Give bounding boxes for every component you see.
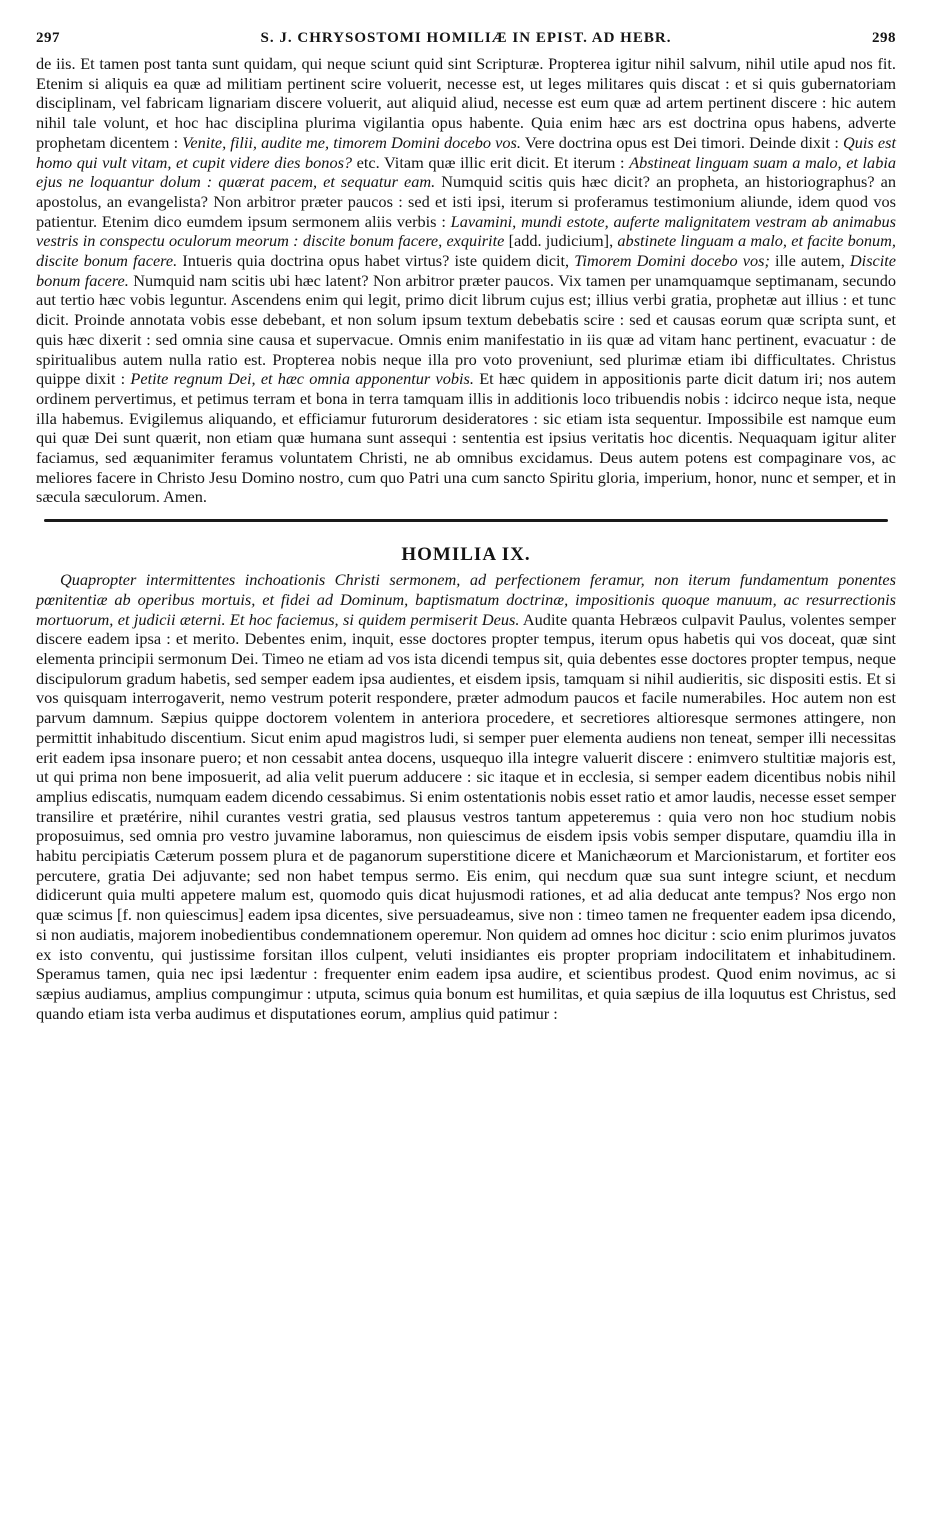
running-title: S. J. CHRYSOSTOMI HOMILIÆ IN EPIST. AD HEBR. [260,30,672,46]
text-run: ille autem, [775,251,845,271]
section-divider [36,519,896,522]
paragraph [36,54,896,507]
paragraph [36,570,896,1023]
page-number-left: 297 [36,30,60,46]
text-run: Numquid nam scitis ubi hæc latent? Non arbitror præter paucos. Vix tamen per unamquamque septimanam, secundo aut tertio hæc vobis leguntur. Ascendens enim qui legit, primo dicit librum cujus est; illius verbi gratia, prophetæ aut illius : et tunc dicit. Proinde annotata vobis esse debebant, et non solum ipsum textum debebatis scire : sed et causas eorum quæ scripta sunt, et quis hæc dixerit : sed omnia sine causa et supervacue. Omnis enim manifestatio in iis quæ ad vitam hanc pertinent, evacuatur : de spiritualibus autem nulla ratio est. Propterea nobis neque illa pro voto proveniunt, sed plurimæ etiam ibi difficultates. Christus quippe dixit : [36,270,896,389]
text-run: Intueris quia doctrina opus habet virtus? iste quidem dicit, [182,251,570,271]
scripture-quote: abstinete linguam a malo, et facite bonum, discite bonum facere. [36,231,896,271]
scripture-quote: Quis est homo qui vult vitam, et cupit videre dies bonos? [36,132,896,172]
text-run: Vere doctrina opus est Dei timori. Deinde dixit : [524,132,839,152]
homily-ix-text [36,570,896,1023]
homily-heading: HOMILIA IX. [401,544,531,566]
scripture-quote: Abstineat linguam suam a malo, et labia ejus ne loquantur dolum : quærat pacem, et sequatur eam. [36,152,897,192]
homily-viii-conclusion [36,54,896,507]
text-run: Numquid scitis quis hæc dicit? an propheta, an historiographus? an apostolus, an evangelista? Non arbitror præter paucos : sed et isti ipsi, iterum si proferamus testimonium aliunde, idem quod vos patientur. Etenim dico eumdem ipsum sermonem aliis verbis : [36,172,897,231]
text-run: Et hæc quidem in appositionis parte dicit datum iri; nos autem ordinem pervertimus, et petimus terram et bona in terra tamquam illis in additionis loco tribuendis nobis : idcirco neque ista, neque illa habemus. Evigilemus aliquando, et efficiamur futurorum desideratores : sic etiam ista sequentur. Impossibile est namque eum qui quæ Dei sunt quærit, non etiam quæ humana sunt assequi : sententia est ipsius veritatis hoc dicentis. Nequaquam igitur aliter faciamus, sed æquanimiter feramus voluntatem Christi, ne ab omnibus excidamus. Deus autem potens est compaginare vos, ac meliores facere in Christo Jesu Domino nostro, cum quo Patri una cum sancto Spiritu gloria, imperium, honor, nunc et semper, et in sæcula sæculorum. Amen. [36,369,897,507]
page [36,30,896,1023]
running-head [36,30,896,52]
text-run: de iis. Et tamen post tanta sunt quidam, qui neque sciunt quid sint Scripturæ. Propterea igitur nihil salvum, nihil utile apud nos fit. Etenim si aliquis ea quæ ad militiam pertinent scire voluerit, necesse est, ut leges militares quis discat : et si quis gubernatoriam disciplinam, vel fabricam lignariam discere voluerit, aut aliquid aliud, necesse est eum quæ ad artem pertinent discere : hic autem nihil tale volunt, et hoc hac disciplina plurima vigilantia opus habente. Quia enim hæc ars est doctrina opus habens, adverte prophetam dicentem : [36,54,896,152]
scripture-quote: Lavamini, mundi estote, auferte malignitatem vestram ab animabus vestris in conspectu oculorum meorum : discite bonum facere, exquirite [36,211,896,251]
scripture-quote: Quapropter intermittentes inchoationis Christi sermonem, ad perfectionem feramur, non iterum fundamentum ponentes pœnitentiæ ab operibus mortuis, et fidei ad Dominum, baptismatum doctrinæ, impositionis quoque manuum, ac resurrectionis mortuorum, et judicii æterni. Et hoc faciemus, si quidem permiserit Deus. [36,570,896,629]
scripture-quote: Discite bonum facere. [36,251,897,290]
scripture-quote: Petite regnum Dei, et hæc omnia apponentur vobis. [130,369,474,389]
editorial-note: [add. judicium], [508,231,614,251]
scripture-quote: Venite, filii, audite me, timorem Domini docebo vos. [182,132,521,152]
divider-rule [44,519,888,522]
page-number-right: 298 [871,30,896,46]
scripture-quote: Timorem Domini docebo vos; [574,251,770,271]
text-run: etc. Vitam quæ illic erit dicit. Et iterum : [356,152,625,172]
text-run: Audite quanta Hebræos culpavit Paulus, volentes semper discere eadem ipsa : et merito. Debentes enim, inquit, esse doctores propter tempus, iterum opus habetis qui vos doceat, quæ sint elementa principii sermonum Dei. Timeo ne etiam ad vos ista dicendi tempus sit, quia debentes esse doctores propter tempus, neque discipulorum gradum habetis, sed semper eadem ipsa audientes, et eisdem ipsis, tamquam si nihil audieritis, sic dispositi estis. Et si vos quisquam interrogaverit, nemo vestrum poterit respondere, præter admodum paucos et facile numerabiles. Hoc autem non est parvum damnum. Sæpius quippe doctorem volentem in anteriora procedere, et secretiores altioresque sermones attingere, non permittit inhabitudo discentium. Sicut enim apud magistros ludi, si semper puer elementa audiens non teneat, semper illi necessitas erit eadem ipsa insonare puero; et non cessabit antea docens, usquequo illa integre valuerit discere : enimvero stultitiæ majoris est, ut qui prima non bene imposuerit, ad alia velit puerum adducere : sic itaque et in ecclesia, si semper eadem dicentibus nobis nihil amplius ediscatis, numquam eadem dicendo cessabimus. Si enim ostentationis nobis esset ratio et amor laudis, necesse esset semper transilire et prætérire, nihil curantes vestri gratia, sed plausus vestros tantum appeteremus : quia vero non hoc studium nobis proposuimus, sed omnia pro vestro juvamine laboramus, non quiescimus de eisdem ipsis vobis semper disputare, quamdiu illa in habitu percipiatis Cæterum possem plura et de paganorum superstitione dicere et Manichæorum et Marcionistarum, et fortiter eos percutere, gratia Dei adjuvante; sed non habet tempus sermo. Eis enim, qui necdum quæ sua sunt integre sciunt, et necdum didicerunt quia multi appetere malum est, quomodo quis dicat hujusmodi rationes, et ad alia deducat ante tempus? Nos ergo non quæ scimus [f. non quiescimus] eadem ipsa dicentes, sive persuadeamus, sive non : timeo tamen ne frequenter eadem ipsa dicendo, si non audiatis, majorem inobedientibus condemnationem operemur. Non quidem ad omnes hoc dicitur : scio enim plurimos juvatos ex isto conventu, qui justissime forsitan illos culpent, veluti insidiantes eis propter propriam indocilitatem et inhabitudinem. Speramus tamen, quia nec ipsi lædentur : frequenter enim eadem ipsa audire, et scientibus prodest. Quod enim novimus, ac si sæpius audiamus, amplius compungimur : utputa, scimus quia bonum est humilitas, et quia sæpius de illa loquutus est Christus, sed quando etiam ista verba audimus et disputationes eorum, amplius quid patimur : [36,609,897,1023]
